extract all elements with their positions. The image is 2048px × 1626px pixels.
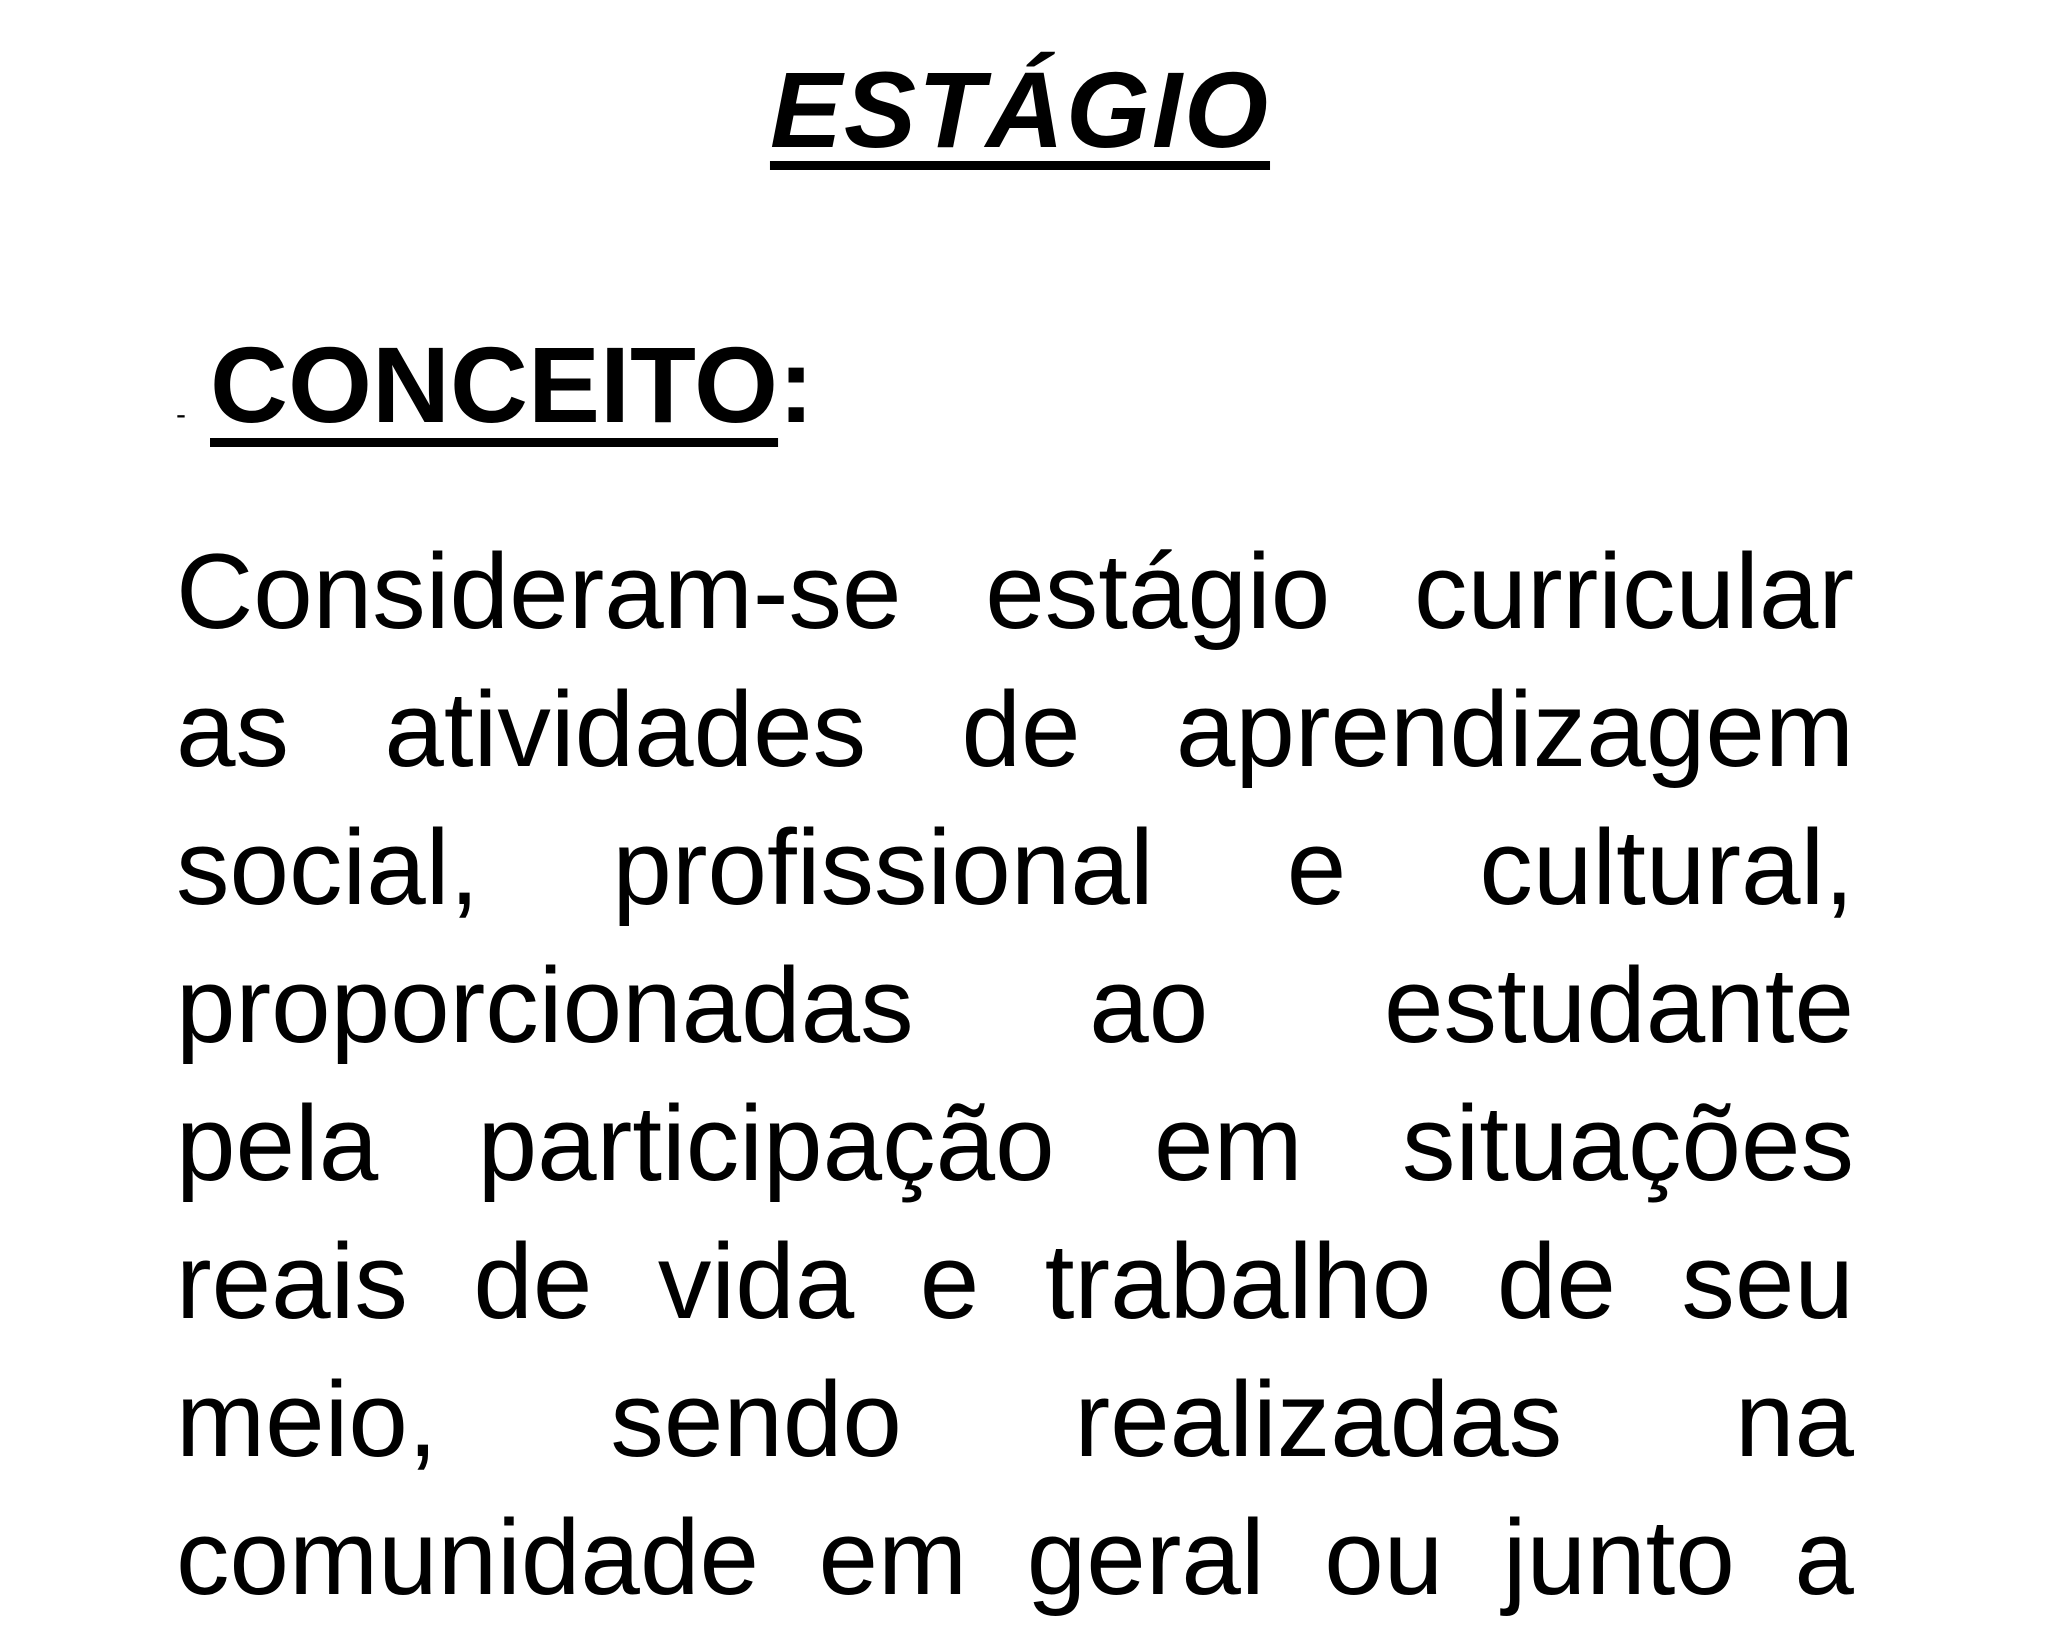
paragraph-word: proporcionadas (176, 945, 914, 1065)
paragraph-word: Consideram-se (176, 531, 902, 651)
section-heading-colon: : (778, 324, 815, 445)
body-paragraph (176, 522, 1854, 1626)
paragraph-line (176, 1488, 1854, 1626)
paragraph-word: seu (1681, 1221, 1854, 1341)
paragraph-word: sendo (610, 1359, 902, 1479)
paragraph-word: geral (1026, 1497, 1265, 1617)
paragraph-word: comunidade (176, 1497, 759, 1617)
paragraph-word: social, (176, 807, 480, 927)
paragraph-word: em (818, 1497, 968, 1617)
paragraph-word: participação (477, 1083, 1055, 1203)
paragraph-word: ao (1089, 945, 1209, 1065)
paragraph-word: realizadas (1074, 1359, 1563, 1479)
section-heading (176, 320, 814, 478)
paragraph-line (176, 1212, 1854, 1350)
paragraph-word: trabalho (1044, 1221, 1432, 1341)
paragraph-word: aprendizagem (1175, 669, 1854, 789)
paragraph-word: e (1286, 807, 1347, 927)
paragraph-word: reais (176, 1221, 408, 1341)
paragraph-word: curricular (1414, 531, 1854, 651)
paragraph-word: atividades (384, 669, 867, 789)
paragraph-line (176, 798, 1854, 936)
paragraph-word: situações (1401, 1083, 1854, 1203)
paragraph-word: de (1496, 1221, 1616, 1341)
paragraph-word: estágio (985, 531, 1331, 651)
page-title (0, 50, 2040, 170)
paragraph-line (176, 522, 1854, 660)
paragraph-word: meio, (176, 1359, 438, 1479)
paragraph-word: e (919, 1221, 980, 1341)
paragraph-word: em (1153, 1083, 1303, 1203)
paragraph-line (176, 660, 1854, 798)
paragraph-word: na (1734, 1359, 1854, 1479)
paragraph-word: pela (176, 1083, 379, 1203)
paragraph-line (176, 1350, 1854, 1488)
paragraph-word: estudante (1383, 945, 1854, 1065)
paragraph-line (176, 936, 1854, 1074)
paragraph-word: vida (657, 1221, 855, 1341)
page-title-text: ESTÁGIO (769, 49, 1271, 170)
bullet-dash: - (176, 398, 186, 431)
paragraph-word: de (961, 669, 1081, 789)
paragraph-word: de (473, 1221, 593, 1341)
paragraph-word: profissional (612, 807, 1154, 927)
paragraph-line (176, 1074, 1854, 1212)
section-heading-label: CONCEITO (210, 324, 779, 445)
paragraph-word: a (1794, 1497, 1854, 1617)
paragraph-word: as (176, 669, 290, 789)
paragraph-word: ou (1324, 1497, 1444, 1617)
paragraph-word: cultural, (1479, 807, 1854, 927)
paragraph-word: junto (1502, 1497, 1735, 1617)
